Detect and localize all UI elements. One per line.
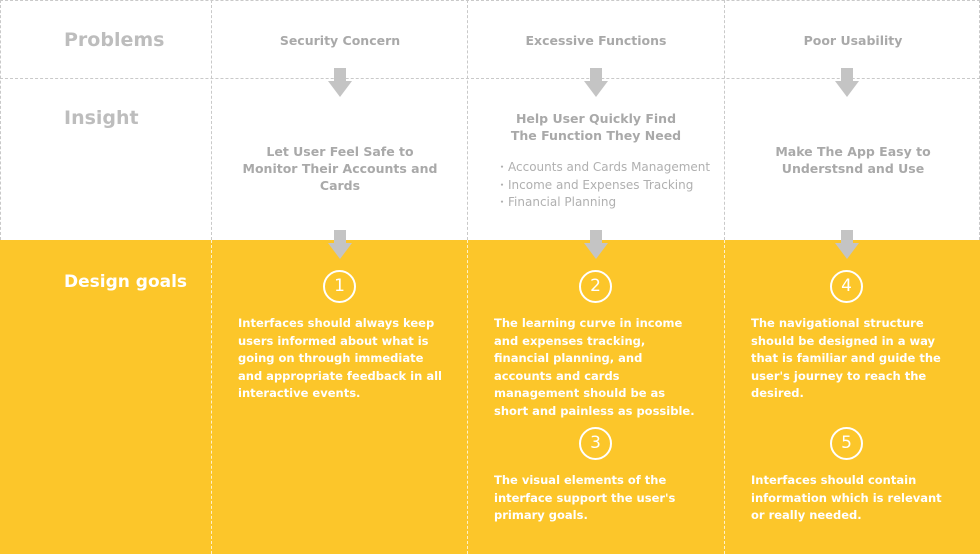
grid-line xyxy=(0,78,980,79)
goal-number-badge: 5 xyxy=(830,427,863,460)
goal-text: Interfaces should always keep users informed about what is going on through immediate and appropriate feedback in all interactive events. xyxy=(238,316,442,400)
insight-safe-monitor: Let User Feel Safe to Monitor Their Accounts and Cards xyxy=(242,144,438,193)
grid-line xyxy=(724,240,725,554)
arrow-down-icon xyxy=(328,230,352,259)
goal-number-badge: 2 xyxy=(579,270,612,303)
goal-text: The navigational structure should be designed in a way that is familiar and guide the user's journey to reach the desired. xyxy=(751,316,941,400)
goal-text: The visual elements of the interface support the user's primary goals. xyxy=(494,473,676,522)
problem-security: Security Concern xyxy=(279,33,401,48)
goal-number-badge: 3 xyxy=(579,427,612,460)
goal-text: The learning curve in income and expenses tracking, financial planning, and accounts and cards management should be as short and painless as possible. xyxy=(494,316,695,418)
row-label-design-goals: Design goals xyxy=(64,272,188,292)
goal-number-badge: 4 xyxy=(830,270,863,303)
insight-find-function: Help User Quickly Find The Function They Need xyxy=(510,111,682,143)
grid-line xyxy=(211,240,212,554)
row-label-insight: Insight xyxy=(64,107,139,129)
goal-text: Interfaces should contain information which is relevant or really needed. xyxy=(751,473,942,522)
goal-number-badge: 1 xyxy=(323,270,356,303)
row-label-problems: Problems xyxy=(64,29,165,51)
insight-function-list xyxy=(496,159,710,212)
grid-line xyxy=(0,0,1,240)
list-item: ・ Accounts and Cards Management xyxy=(496,159,710,177)
grid-line xyxy=(467,240,468,554)
grid-line xyxy=(0,0,980,1)
arrow-down-icon xyxy=(584,68,608,97)
problem-excessive-functions: Excessive Functions xyxy=(525,33,667,48)
problem-poor-usability: Poor Usability xyxy=(803,33,903,48)
arrow-down-icon xyxy=(835,68,859,97)
arrow-down-icon xyxy=(584,230,608,259)
list-item: ・ Income and Expenses Tracking xyxy=(496,177,710,195)
insight-easy-to-use: Make The App Easy to Understsnd and Use xyxy=(775,144,931,176)
arrow-down-icon xyxy=(328,68,352,97)
list-item: ・ Financial Planning xyxy=(496,194,710,212)
arrow-down-icon xyxy=(835,230,859,259)
